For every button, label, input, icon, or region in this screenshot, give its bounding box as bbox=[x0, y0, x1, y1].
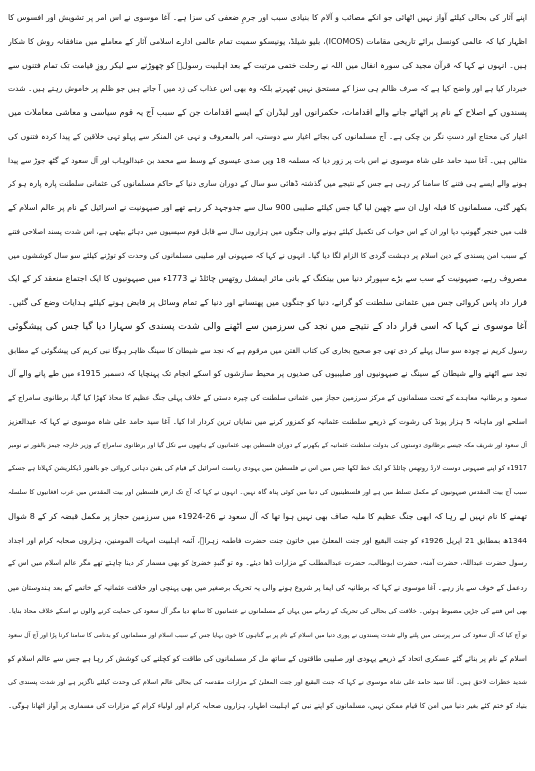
article-line: تھمنے کا نام نہیں لے رہا کہ ابھی جنگ عظیم کا ملبہ صاف بھی نہیں ہوا تھا کہ آل سعود نے 26-1924ء میں سرزمین حجاز پر مکمل قبضہ کر کے 8 شوال bbox=[8, 511, 527, 521]
article-line bbox=[8, 719, 527, 743]
article-line: قرار داد پاس کروائی جس میں عثمانی سلطنت کو گرانے، دنیا کو جنگوں میں پھنسانے اور دنیا کے تمام وسائل پر قابض ہونے کیلئے ہدایات وضع کی گئیں۔ bbox=[8, 297, 527, 307]
article-line: پسندوں کے اصلاح کے نام پر اٹھائے جانے والے اقدامات، حکمرانوں اور لیڈران کے ایسے اقدامات جن کے سبب آج یہ قوم سیاسی و معاشی معاملات میں bbox=[8, 107, 527, 117]
article-line: شدید خطرات لاحق ہیں۔ آغا سید حامد علی شاہ موسوی نے کہا کہ جنت البقیع اور جنت المعلیٰ کے مزارات مقدسہ کی بحالی عالم اسلام کی وحدت کیلئے ناگزیر ہے اور شدت پسندی کی bbox=[8, 678, 527, 686]
article-line: رسول حضرت عبداللہ، حضرت آمنہ، حضرت ابوطالب، حضرت عبدالمطلب کے مزارات ڈھا دیئے۔ وہ تو گنبدِ خضریٰ کو بھی مسمار کر دینا چاہتے تھے مگر عالم اسلام میں اس کے bbox=[8, 559, 527, 568]
article-line: مصروف رہے، صیہونیت کے سب سے بڑے سپورٹر دنیا میں بینکنگ کے بانی مائر ایمشل روتھس چائلڈ نے 1773ء میں صیہونیوں کا ایک اجتماع منعقد کر کے ایک bbox=[8, 274, 527, 284]
article-line: آل سعود اور شریف مکہ جیسے برطانوی دوستوں کی بدولت سلطنت عثمانیہ کے بکھرنے کے دوران فلسطین بھی عثمانیوں کے ہاتھوں سے نکل گیا اور برطانوی سامراج کے وزیر خارجہ جیمز بالفور نے نومبر bbox=[8, 441, 527, 449]
article-line: اپنے آثار کی بحالی کیلئے آواز نہیں اٹھائی جو انکے مصائب و آلام کا بنیادی سبب اور جرمِ ضعفی کی سزا ہے۔ آغا موسوی نے اس امر پر تشویش اور افسوس کا bbox=[8, 13, 527, 22]
article-line: اسلام کے نام پر بنائے گئے عسکری اتحاد کے ذریعے یہودی اور صلیبی طاقتوں کے ساتھ مل کر مسلمانوں کی طاقت کو کچلنے کی کوشش کر رہا ہے جس سے عالم اسلام کو bbox=[8, 654, 527, 664]
article-line: ردعمل کے خوف سے باز رہے۔ آغا موسوی نے کہا کہ برطانیہ کی ایما پر شروع ہونے والی یہ تحریک برصغیر میں بھی پہنچی اور خلافت عثمانیہ کے خاتمے کے بعد ہندوستان میں bbox=[8, 583, 527, 592]
article-line: آغا موسوی نے کہا کہ اسی قرار داد کے نتیجے میں نجد کی سرزمین سے اٹھنے والی شدت پسندی کو سہارا دیا گیا جس کی پیشگوئی bbox=[8, 320, 527, 332]
article-line: ہیں۔ انہوں نے کہا کہ قرآن مجید کی سورہ انفال میں اللہ نے رحلت ختمی مرتبت کے بعد اہلبیت رسولؐ کو چھوڑنے سے لیکر روزِ قیامت تک تمام فتنوں سے bbox=[8, 60, 527, 70]
article-line: نجد سے اٹھنے والے شیطان کے سینگ نے صیہونیوں اور صلیبیوں کی صدیوں پر محیط سازشوں کو اسکے انجام تک پہنچایا کہ دسمبر 1915ء میں طے پانے والے آل bbox=[8, 369, 527, 379]
article-line: 1917ء کو اپنے صیہونی دوست لارڈ روتھس چائلڈ کو ایک خط لکھا جس میں اس نے فلسطین میں یہودی ریاست اسرائیل کے قیام کی یقین دہانی کروائی جو بالفور ڈیکلریشن کہلاتا ہے جسکے bbox=[8, 464, 527, 473]
article-line: ہونے والے ایسے ہی فتنے کا سامنا کر رہی ہے جس کے نتیجے میں گذشتہ ڈھائی سو سال کے دوران ساری دنیا کے حاکم مسلمانوں کی عثمانی سلطنت پارہ پارہ ہو کر bbox=[8, 179, 527, 189]
urdu-article-text bbox=[8, 6, 527, 742]
article-line: کے سبب امن پسندی کے دین اسلام پر دہشت گردی کا الزام لگا دیا گیا۔ انہوں نے کہا کہ صیہونی اور صلیبی مسلمانوں کی وحدت کو توڑنے کیلئے سو سال کوششوں میں bbox=[8, 250, 527, 260]
article-line: اسلحے اور ماہانہ 5 ہزار پونڈ کی رشوت کے ذریعے سلطنت عثمانیہ کو کمزور کرنے میں نمایاں ترین کردار ادا کیا۔ آغا سید حامد علی شاہ موسوی نے کہا کہ عبدالعزیز bbox=[8, 416, 527, 426]
article-line: بھی اس فتنے کی جڑیں مضبوط ہوئیں۔ خلافت کی بحالی کی تحریک کے زمانے میں یہاں کے مسلمانوں نے عثمانیوں کا ساتھ دیا مگر آل سعود کی حمایت کرنے والوں نے اسکے خلاف محاذ بنایا۔ bbox=[8, 606, 527, 615]
article-line: بکھر گئی، مسلمانوں کا قبلہ اول ان سے چھین لیا گیا جس کیلئے صلیبی 900 سال سے جدوجہد کر رہے تھے اور صیہونیت نے اسرائیل کے نام پر عالم اسلام کے bbox=[8, 203, 527, 212]
article-line: خبردار کیا ہے اور واضح کیا ہے کہ صرف ظالم ہی سزا کے مستحق نہیں ٹھہرتے بلکہ وہ بھی اس عذاب کی زد میں آ جاتے ہیں جو ظلم پر خاموش رہتے ہیں۔ شدت bbox=[8, 84, 527, 94]
article-line: تو آج کیا کہ آل سعود کی سر پرستی میں پلنے والے شدت پسندوں نے پوری دنیا میں اسلام کے نام پر بے گناہوں کا خون بہایا جس کے سبب اسلام اور مسلمانوں کو بدنامی کا سامنا کرنا پڑا اور آج آل سعود bbox=[8, 631, 527, 639]
article-line: اغیار کی محتاج اور دستِ نگر بن چکی ہے۔ آج مسلمانوں کی بجائے اغیار سے دوستی، امر بالمعروف و نہی عن المنکر سے پہلو تہی خلاقین کے پیدا کردہ فتنوں کی bbox=[8, 131, 527, 141]
article-line: 1344ھ بمطابق 21 اپریل 1926ء کو جنت البقیع اور جنت المعلیٰ میں خاتون جنت حضرت فاطمہ زہراؑ، آئمہ اہلبیت امہات المومنین، ہزاروں صحابہ کرام اور اجداد bbox=[8, 535, 527, 545]
article-line: بنیاد کو ختم کئے بغیر دنیا میں امن کا قیام ممکن نہیں، مسلمانوں کو اپنے نبی کے اہلبیت اطہار، ہزاروں صحابہ کرام اور اولیاء کرام کے مزارات کی مسماری پر آواز اٹھانا ہوگی۔ bbox=[8, 701, 527, 710]
article-line: مثالیں ہیں۔ آغا سید حامد علی شاہ موسوی نے اس بات پر زور دیا کہ مسلمہ 18 ویں صدی عیسوی کے وسط سے محمد بن عبدالوہاب اور آل سعود کے گٹھ جوڑ سے پیدا bbox=[8, 155, 527, 165]
article-line: قلب میں خنجر گھونپ دیا اور ان کے اس خواب کی تکمیل کیلئے ہونے والی جنگوں میں ہزاروں سال سے قابل قوم سیسیوں میں دہائے بیٹھی ہے، اس شدت پسند اصلاحی فتنے bbox=[8, 226, 527, 236]
article-line: رسول کریم نے چودہ سو سال پہلے کر دی تھی جو صحیح بخاری کی کتاب الفتن میں مرقوم ہے کہ نجد سے شیطان کا سینگ ظاہر ہوگا نبی کریم کی پیشگوئی کے مطابق bbox=[8, 345, 527, 355]
article-line: اظہار کیا کہ عالمی کونسل برائے تاریخی مقامات (ICOMOS)، بلیو شیلڈ، یونیسکو سمیت تمام عالمی ادارے اسلامی آثار کے معاملے میں منافقانہ روش کا شکار bbox=[8, 36, 527, 46]
article-line: سبب آج بیت المقدس صیہونیوں کے مکمل تسلط میں ہے اور فلسطینیوں کی دنیا میں کوئی پناہ گاہ نہیں۔ انہوں نے کہا کہ آج تک ارض فلسطین اور بیت المقدس میں عرب افغانیوں کا سلسلہ bbox=[8, 488, 527, 496]
article-line: سعود و برطانیہ معاہدے کے تحت مسلمانوں کے مرکز سرزمین حجاز میں عثمانی سلطنت کی چیرہ دستی کے خلاف پہلی جنگ عظیم کا محاذ کھڑا کیا گیا، برطانوی سامراج کے bbox=[8, 393, 527, 402]
